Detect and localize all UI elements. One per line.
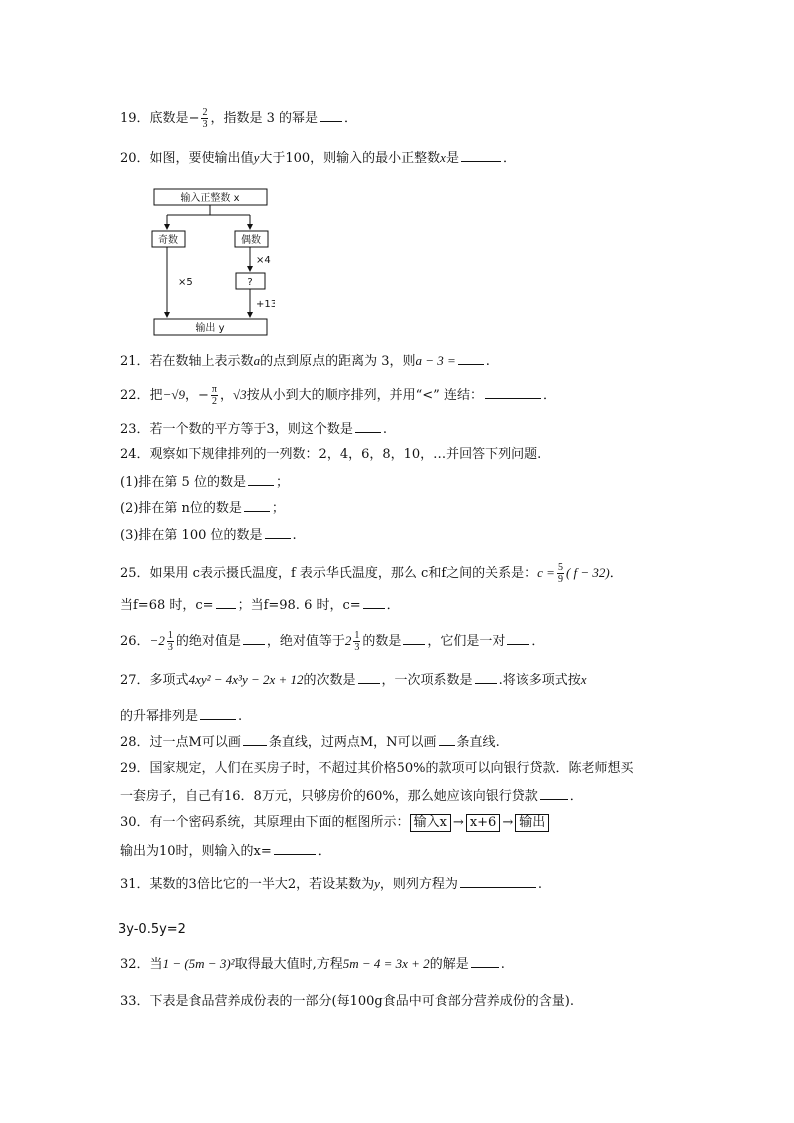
mixed-number-whole: −2 (149, 633, 165, 648)
question-label: ? (247, 277, 253, 288)
answer-blank[interactable] (485, 386, 541, 399)
punctuation: ． (344, 111, 358, 126)
fraction (211, 384, 218, 407)
question-text: 的绝对值是 (175, 634, 241, 649)
minus-sign: − (188, 111, 200, 126)
question-24-part-1 (120, 473, 289, 492)
answer-blank[interactable] (358, 671, 380, 684)
answer-blank[interactable] (460, 875, 536, 888)
question-text: 国家规定，人们在买房子时，不超过其价格50%的款项可以向银行贷款．陈老师想买 (149, 761, 634, 776)
question-23 (120, 420, 387, 439)
answer-blank[interactable] (320, 109, 342, 122)
numerator: 2 (202, 107, 208, 118)
question-text: 输出为10时，则输入的x= (120, 844, 272, 859)
question-30-line-2 (120, 842, 331, 861)
question-21 (120, 352, 490, 371)
plus-six-box: x+6 (466, 814, 501, 832)
mixed-number-whole: 2 (344, 633, 352, 648)
question-30 (120, 814, 549, 832)
answer-blank[interactable] (403, 632, 425, 645)
answer-blank[interactable] (216, 596, 236, 609)
punctuation: ． (317, 844, 331, 859)
punctuation: . (500, 957, 505, 972)
question-32 (120, 955, 505, 974)
expression: c = (537, 565, 555, 580)
numerator: π (211, 384, 217, 395)
answer-blank[interactable] (458, 352, 484, 365)
question-text: ，指数是 3 的幂是 (210, 111, 319, 126)
question-text: 如果用 c表示摄氏温度，f 表示华氏温度，那么 c和f之间的关系是： (149, 566, 538, 581)
answer-text: 3y-0.5y=2 (118, 922, 186, 937)
input-label: 输入正整数 x (180, 193, 240, 204)
question-text: 当 (149, 957, 163, 972)
plus13-label: +13 (256, 299, 275, 310)
answer-blank[interactable] (439, 733, 455, 746)
question-22 (120, 384, 556, 407)
question-text: 条直线，过两点M，N可以画 (268, 735, 437, 750)
variable: a (253, 353, 261, 368)
question-number: 19． (120, 111, 150, 126)
expression: a − 3 = (415, 353, 456, 368)
answer-blank[interactable] (507, 632, 529, 645)
question-number: 20． (120, 151, 150, 166)
question-text: 若在数轴上表示数 (149, 354, 254, 369)
punctuation: . (238, 709, 243, 724)
odd-label: 奇数 (158, 235, 178, 246)
question-text: 一套房子，自己有16．8万元，只够房价的60%，那么她应该向银行贷款 (120, 789, 538, 804)
denominator: 2 (211, 396, 217, 407)
question-number: 22． (120, 388, 150, 403)
denominator: 9 (557, 574, 563, 585)
output-label: 输出 y (195, 323, 225, 334)
punctuation: . (382, 422, 387, 437)
answer-blank[interactable] (248, 473, 274, 486)
times4-label: ×4 (256, 255, 271, 266)
question-text: 如图，要使输出值 (149, 151, 254, 166)
question-text: 的升幂排列是 (120, 709, 199, 724)
question-20 (120, 149, 516, 168)
part-text: (2)排在第 n位的数是 (120, 501, 242, 516)
fraction (353, 630, 360, 653)
question-number: 31． (120, 877, 150, 892)
question-text: 有一个密码系统，其原理由下面的框图所示： (149, 815, 410, 830)
variable: x (440, 150, 446, 165)
polynomial: 4xy² − 4x³y − 2x + 12 (188, 672, 304, 687)
question-text: 当f=68 时，c= (120, 598, 214, 613)
denominator: 3 (354, 642, 360, 653)
punctuation: ； (275, 475, 289, 490)
question-29 (120, 760, 633, 778)
question-number: 23． (120, 422, 150, 437)
question-text: 条直线 (456, 735, 496, 750)
question-number: 30． (120, 815, 150, 830)
question-number: 21． (120, 354, 150, 369)
answer-blank[interactable] (243, 733, 267, 746)
flowchart (150, 185, 275, 341)
question-text: ，则列方程为 (379, 877, 458, 892)
punctuation: . (485, 354, 490, 369)
separator: ， (219, 388, 233, 403)
input-x-box: 输入x (410, 814, 451, 832)
punctuation: ． (531, 634, 545, 649)
question-19 (120, 107, 357, 130)
question-text: 的点到原点的距离为 3，则 (260, 354, 416, 369)
expression: 1 − (5m − 3)² (162, 956, 235, 971)
punctuation: . (495, 735, 500, 750)
variable: x (580, 672, 587, 687)
answer-blank[interactable] (244, 499, 270, 512)
question-text: 多项式 (149, 673, 189, 688)
question-text: 把 (149, 388, 163, 403)
question-24-part-3 (120, 526, 297, 545)
question-text: 观察如下规律排列的一列数：2，4，6，8，10，…并回答下列问题. (149, 447, 542, 462)
numerator: 1 (354, 630, 360, 641)
variable: y (253, 150, 260, 165)
flowchart-diagram (150, 185, 275, 337)
denominator: 3 (167, 642, 173, 653)
question-29-line-2 (120, 787, 583, 806)
punctuation: ； (271, 501, 285, 516)
answer-blank[interactable] (355, 420, 381, 433)
punctuation: ． (386, 598, 400, 613)
question-number: 25． (120, 566, 150, 581)
fraction (201, 107, 208, 130)
equation: 5m − 4 = 3x + 2 (342, 956, 430, 971)
question-text: 是 (445, 151, 459, 166)
right-arrow-icon: → (452, 815, 464, 830)
punctuation: ． (502, 151, 516, 166)
question-24 (120, 446, 541, 464)
term-1: −√9 (162, 387, 185, 402)
answer-blank[interactable] (274, 842, 316, 855)
question-number: 28． (120, 735, 150, 750)
answer-blank[interactable] (461, 149, 501, 162)
question-number: 26． (120, 634, 150, 649)
question-number: 32． (120, 957, 150, 972)
question-27-line-2 (120, 707, 242, 726)
even-label: 偶数 (241, 235, 261, 246)
output-box: 输出 (515, 814, 549, 832)
question-number: 24． (120, 447, 150, 462)
fraction (167, 630, 174, 653)
question-33 (120, 993, 574, 1011)
question-number: 27． (120, 673, 150, 688)
question-text: 的次数是 (303, 673, 356, 688)
answer-blank[interactable] (265, 526, 291, 539)
denominator: 3 (202, 119, 208, 130)
question-25 (120, 562, 623, 585)
question-text: 取得最大值时,方程 (234, 957, 343, 972)
question-text: 大于100，则输入的最小正整数 (259, 151, 441, 166)
question-text: 的解是 (429, 957, 469, 972)
expression: ( f − 32) (565, 565, 610, 580)
punctuation: ． (569, 789, 583, 804)
question-text: 某数的3倍比它的一半大2，若设某数为 (149, 877, 375, 892)
question-text: ，一次项系数是 (381, 673, 473, 688)
punctuation: . (537, 877, 543, 892)
question-25-line-2 (120, 596, 400, 615)
part-text: (3)排在第 100 位的数是 (120, 528, 263, 543)
question-text: ，绝对值等于 (266, 634, 345, 649)
question-31 (120, 875, 542, 894)
question-text: 过一点M可以画 (149, 735, 241, 750)
question-27 (120, 671, 586, 690)
numerator: 5 (557, 562, 563, 573)
question-text: ，它们是一对 (427, 634, 506, 649)
question-number: 29． (120, 761, 150, 776)
question-31-answer (118, 921, 186, 939)
question-number: 33． (120, 994, 150, 1009)
part-text: (1)排在第 5 位的数是 (120, 475, 246, 490)
punctuation: . (292, 528, 297, 543)
question-text: 底数是 (149, 111, 189, 126)
question-24-part-2 (120, 499, 285, 518)
question-26 (120, 630, 544, 653)
term-3: √3 (232, 387, 247, 402)
fraction (557, 562, 564, 585)
times5-label: ×5 (178, 277, 193, 288)
answer-blank[interactable] (471, 955, 499, 968)
separator: ， (184, 388, 198, 403)
minus-sign: − (198, 388, 209, 403)
question-text: 按从小到大的顺序排列，并用“<” 连结： (246, 388, 483, 403)
answer-blank[interactable] (243, 632, 265, 645)
answer-blank[interactable] (363, 596, 385, 609)
variable: y (374, 876, 380, 891)
punctuation: ． (542, 388, 556, 403)
question-text: ；当f=98. 6 时，c= (237, 598, 361, 613)
question-text: 若一个数的平方等于3，则这个数是 (149, 422, 353, 437)
answer-blank[interactable] (540, 787, 568, 800)
right-arrow-icon: → (502, 815, 514, 830)
numerator: 1 (167, 630, 173, 641)
punctuation: ． (609, 566, 623, 581)
question-28 (120, 733, 500, 752)
question-text: 下表是食品营养成份表的一部分(每100g食品中可食部分营养成份的含量). (149, 994, 574, 1009)
question-text: .将该多项式按 (498, 673, 581, 688)
answer-blank[interactable] (200, 707, 236, 720)
answer-blank[interactable] (475, 671, 497, 684)
question-text: 的数是 (362, 634, 402, 649)
